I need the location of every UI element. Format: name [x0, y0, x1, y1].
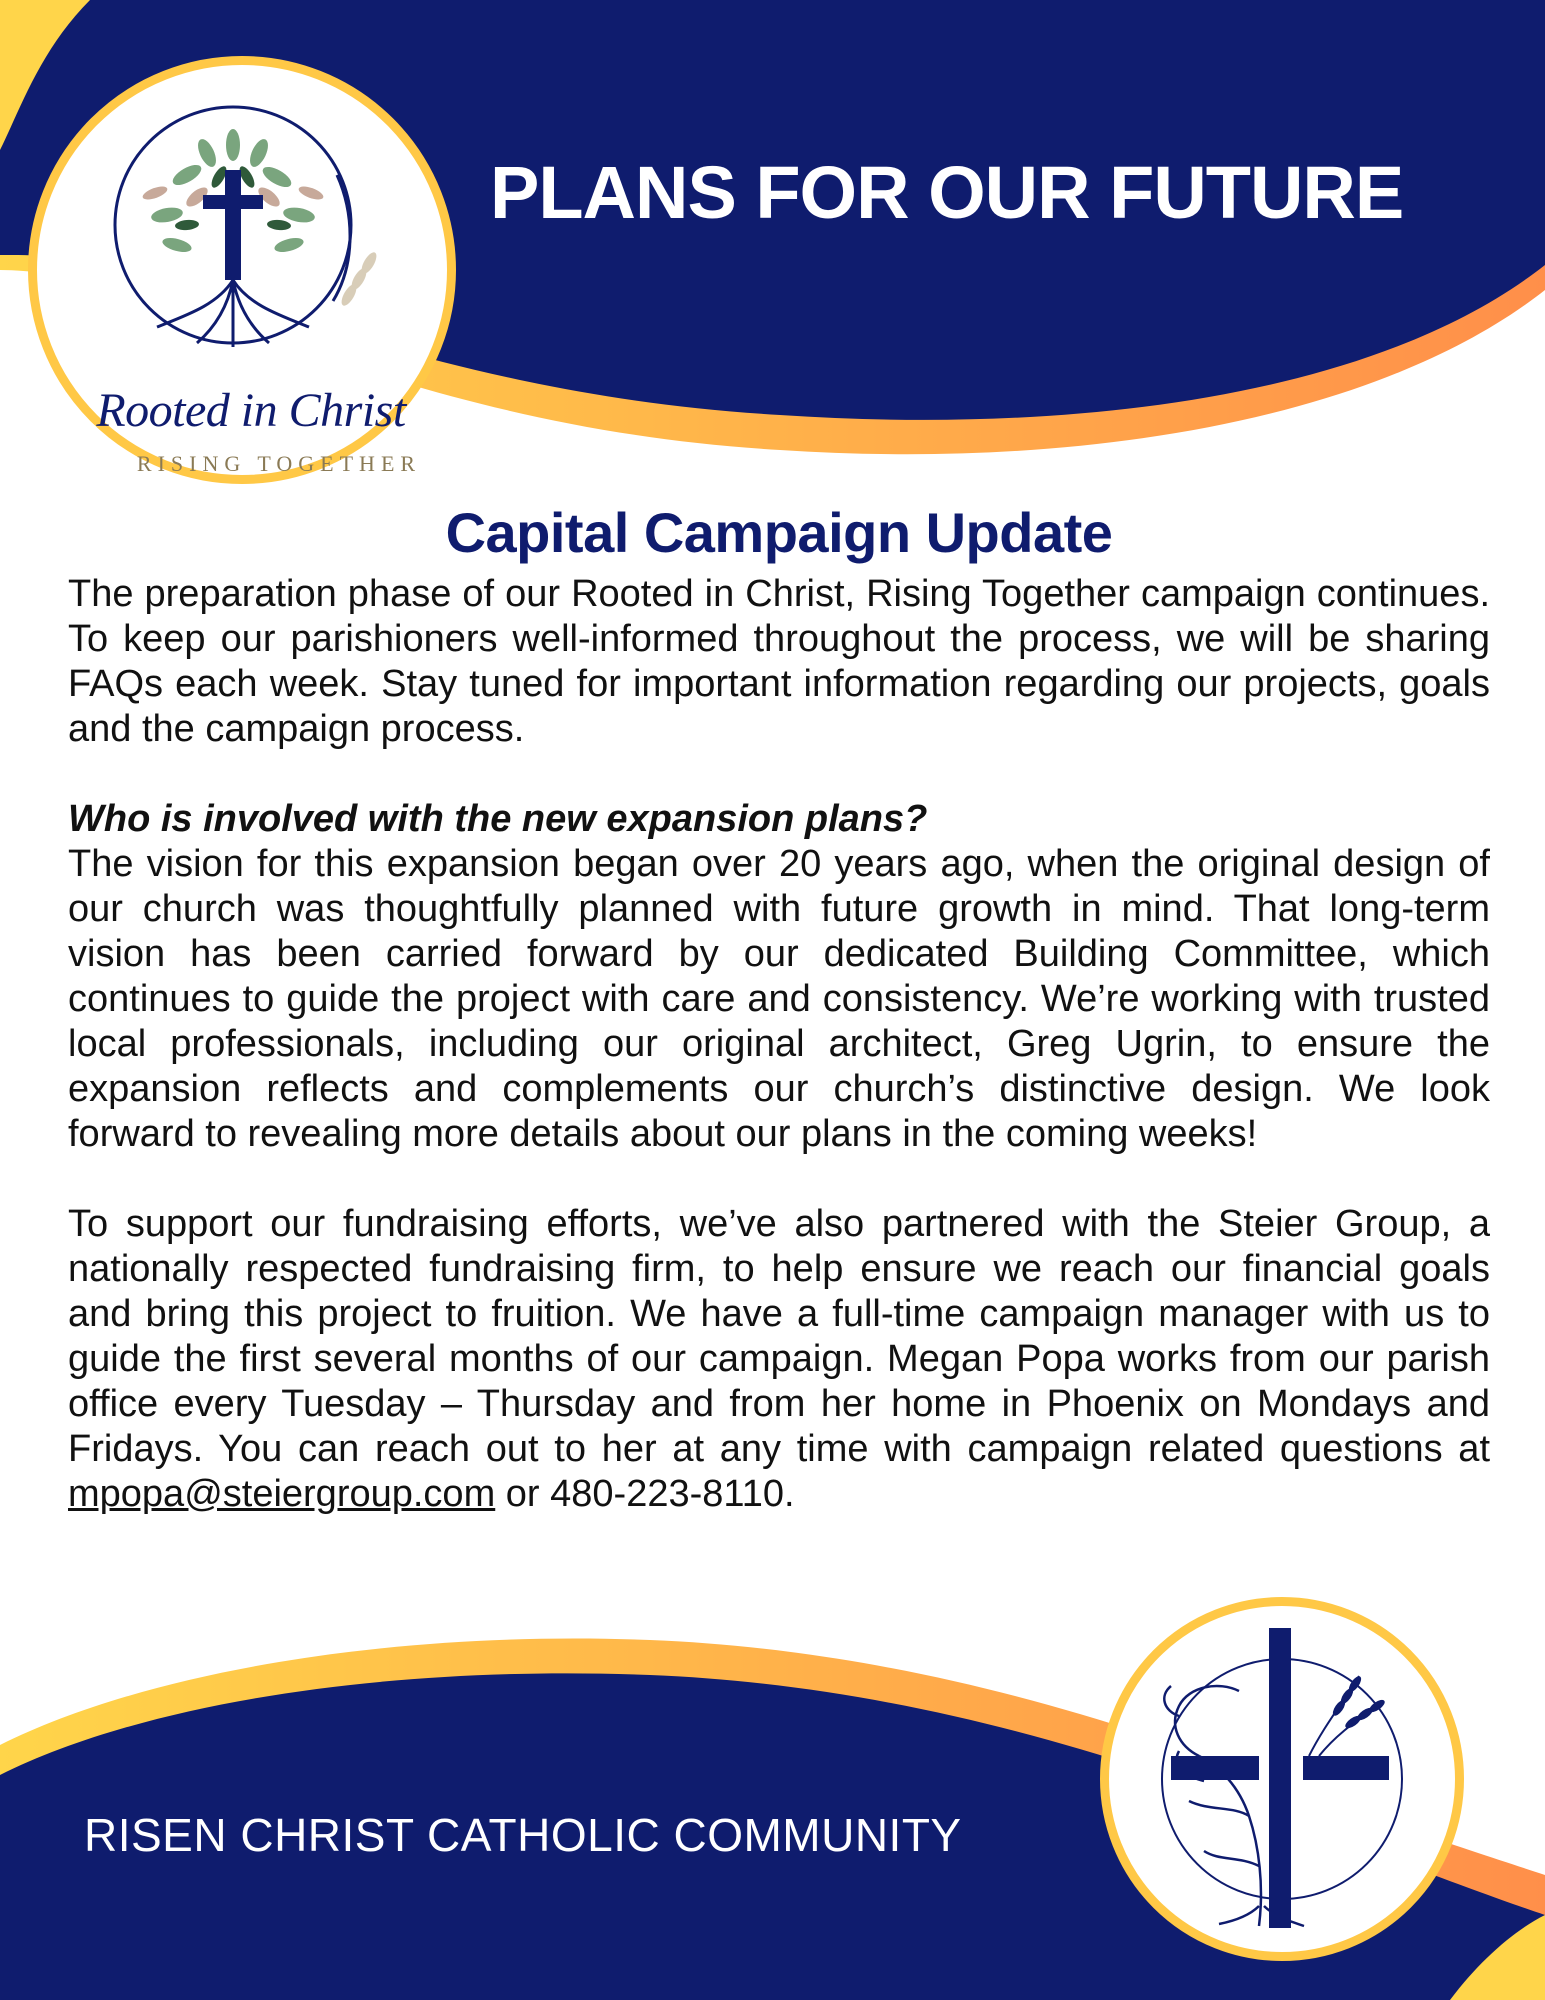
answer-2-phone-text: or 480-223-8110. [495, 1473, 795, 1515]
answer-2-text: To support our fundraising efforts, we’ve also partnered with the Steier Group, a nationally respected fundraising firm, to help ensure we reach our financial goals and bring this project to fruition. We have a full-time campaign manager with us to guide the first several months of our campaign. Megan Popa works from our parish office every Tuesday – Thursday and from her home in Phoenix on Mondays and Fridays. You can reach out to her at any time with campaign related questions at [68, 1203, 1490, 1470]
email-link[interactable]: mpopa@steiergroup.com [68, 1473, 496, 1515]
cross-tree-wheat-icon [1109, 1606, 1455, 1952]
section-heading: Capital Campaign Update [445, 501, 1113, 564]
faq-answer-paragraph-1: The vision for this expansion began over 20 years ago, when the original design of our church was thoughtfully planned with future growth in mind. That long-term vision has been carried forward by our dedicated Building Committee, which continues to guide the project with care and consistency. We’re working with trusted local professionals, including our original architect, Greg Ugrin, to ensure the expansion reflects and complements our church’s distinctive design. We look forward to revealing more details about our plans in the coming weeks! [68, 843, 1490, 1155]
logo-tagline: RISING TOGETHER [136, 451, 422, 476]
intro-paragraph: The preparation phase of our Rooted in Christ, Rising Together campaign continues. To keep our parishioners well-informed throughout the process, we will be sharing FAQs each week. Stay tuned for important information regarding our projects, goals and the campaign process. [68, 573, 1490, 750]
logo-script-text: Rooted in Christ [96, 384, 406, 437]
footer-community-name: RISEN CHRIST CATHOLIC COMMUNITY [84, 1809, 962, 1861]
parish-logo [1100, 1597, 1464, 1961]
faq-question: Who is involved with the new expansion plans? [68, 798, 928, 840]
page-title: PLANS FOR OUR FUTURE [490, 151, 1404, 234]
faq-answer-paragraph-2 [68, 1202, 1490, 1517]
rooted-in-christ-logo [28, 56, 456, 484]
article [68, 500, 1490, 1517]
